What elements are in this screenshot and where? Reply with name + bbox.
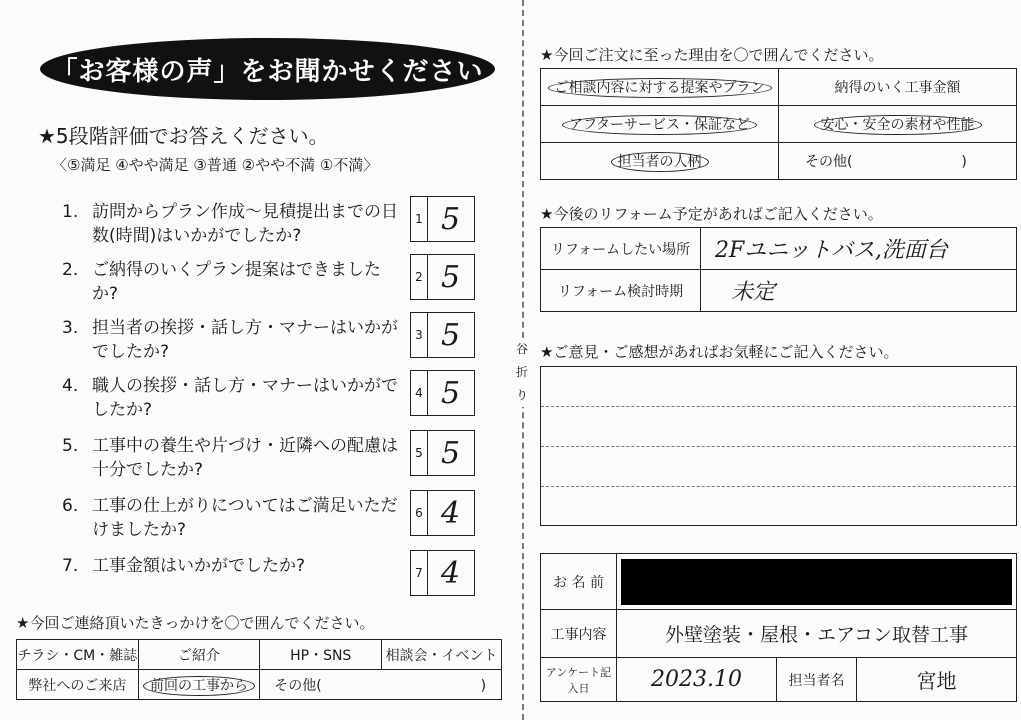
question-number: 4.: [62, 376, 79, 396]
question-text: 訪問からプラン作成〜見積提出までの日数(時間)はいかがでしたか?: [92, 202, 398, 246]
score-box-5[interactable]: [410, 430, 475, 476]
order-reason-table: [540, 68, 1017, 180]
date-label: アンケート記入日: [541, 658, 617, 702]
reform-place-label: リフォームしたい場所: [541, 228, 701, 270]
customer-info-table: [540, 553, 1017, 702]
date-field[interactable]: 2023.10: [617, 658, 777, 702]
score-box-4[interactable]: [410, 370, 475, 416]
reason-after-service[interactable]: アフターサービス・保証など: [541, 106, 779, 143]
score-box-index: 6: [411, 491, 428, 535]
score-box-index: 4: [411, 371, 428, 415]
score-value: 5: [440, 317, 461, 353]
question-text: 担当者の挨拶・話し方・マナーはいかがでしたか?: [92, 318, 398, 362]
score-box-index: 2: [411, 255, 428, 299]
name-redaction: [621, 559, 1012, 605]
reason-proposal[interactable]: ご相談内容に対する提案やプラン: [541, 69, 779, 106]
question-text: 工事の仕上がりについてはご満足いただけましたか?: [92, 496, 398, 540]
rating-scale: 〈⑤満足 ④やや満足 ③普通 ②やや不満 ①不満〉: [52, 156, 379, 174]
option-referral[interactable]: ご紹介: [138, 640, 260, 670]
contact-reason-table: [16, 639, 502, 700]
option-hp-sns[interactable]: HP・SNS: [260, 640, 382, 670]
reason-price[interactable]: 納得のいく工事金額: [779, 69, 1017, 106]
option-other[interactable]: その他( ): [260, 670, 502, 700]
rating-instruction: ★5段階評価でお答えください。: [38, 124, 329, 148]
reason-staff[interactable]: 担当者の人柄: [541, 143, 779, 180]
comments-box[interactable]: [540, 366, 1017, 526]
question-number: 1.: [62, 202, 79, 222]
future-reform-title: ★今後のリフォーム予定があればご記入ください。: [540, 205, 883, 223]
score-box-1[interactable]: [410, 196, 475, 242]
question-number: 6.: [62, 496, 79, 516]
reform-time-label: リフォーム検討時期: [541, 270, 701, 312]
staff-label: 担当者名: [777, 658, 857, 702]
previous-work-circled: 前回の工事から: [143, 676, 255, 696]
reform-time-field[interactable]: 未定: [701, 270, 1017, 312]
score-value: 4: [440, 555, 461, 591]
score-box-index: 3: [411, 313, 428, 357]
option-flyer[interactable]: チラシ・CM・雑誌: [17, 640, 139, 670]
comments-title: ★ご意見・ご感想があればお気軽にご記入ください。: [540, 343, 899, 361]
work-value: 外壁塗装・屋根・エアコン取替工事: [617, 610, 1017, 658]
name-field[interactable]: [617, 554, 1017, 610]
score-box-6[interactable]: [410, 490, 475, 536]
question-number: 5.: [62, 436, 79, 456]
staff-value: 宮地: [857, 658, 1017, 702]
score-value: 5: [440, 435, 461, 471]
score-box-3[interactable]: [410, 312, 475, 358]
score-box-index: 1: [411, 197, 428, 241]
option-store-visit[interactable]: 弊社へのご来店: [17, 670, 139, 700]
score-value: 4: [440, 495, 461, 531]
reason-other[interactable]: その他( ): [779, 143, 1017, 180]
score-box-index: 5: [411, 431, 428, 475]
score-box-index: 7: [411, 551, 428, 595]
question-number: 3.: [62, 318, 79, 338]
survey-title-banner: 「お客様の声」をお聞かせください: [40, 38, 495, 100]
name-label: お 名 前: [541, 554, 617, 610]
question-number: 2.: [62, 260, 79, 280]
option-event[interactable]: 相談会・イベント: [382, 640, 502, 670]
question-number: 7.: [62, 556, 79, 576]
score-value: 5: [440, 375, 461, 411]
score-box-2[interactable]: [410, 254, 475, 300]
score-value: 5: [440, 259, 461, 295]
score-box-7[interactable]: [410, 550, 475, 596]
order-reason-title: ★今回ご注文に至った理由を〇で囲んでください。: [540, 46, 884, 64]
question-text: 職人の挨拶・話し方・マナーはいかがでしたか?: [92, 376, 398, 420]
reason-safety[interactable]: 安心・安全の素材や性能: [779, 106, 1017, 143]
reform-place-field[interactable]: 2Fユニットバス,洗面台: [701, 228, 1017, 270]
question-text: 工事金額はいかがでしたか?: [92, 556, 306, 576]
question-text: 工事中の養生や片づけ・近隣への配慮は十分でしたか?: [92, 436, 398, 480]
score-value: 5: [440, 201, 461, 237]
question-text: ご納得のいくプラン提案はできましたか?: [92, 260, 381, 304]
future-reform-table: [540, 227, 1017, 312]
option-previous-work[interactable]: [138, 670, 260, 700]
fold-label: 谷 折 り: [512, 338, 532, 407]
contact-reason-title: ★今回ご連絡頂いたきっかけを〇で囲んでください。: [16, 614, 375, 632]
work-label: 工事内容: [541, 610, 617, 658]
